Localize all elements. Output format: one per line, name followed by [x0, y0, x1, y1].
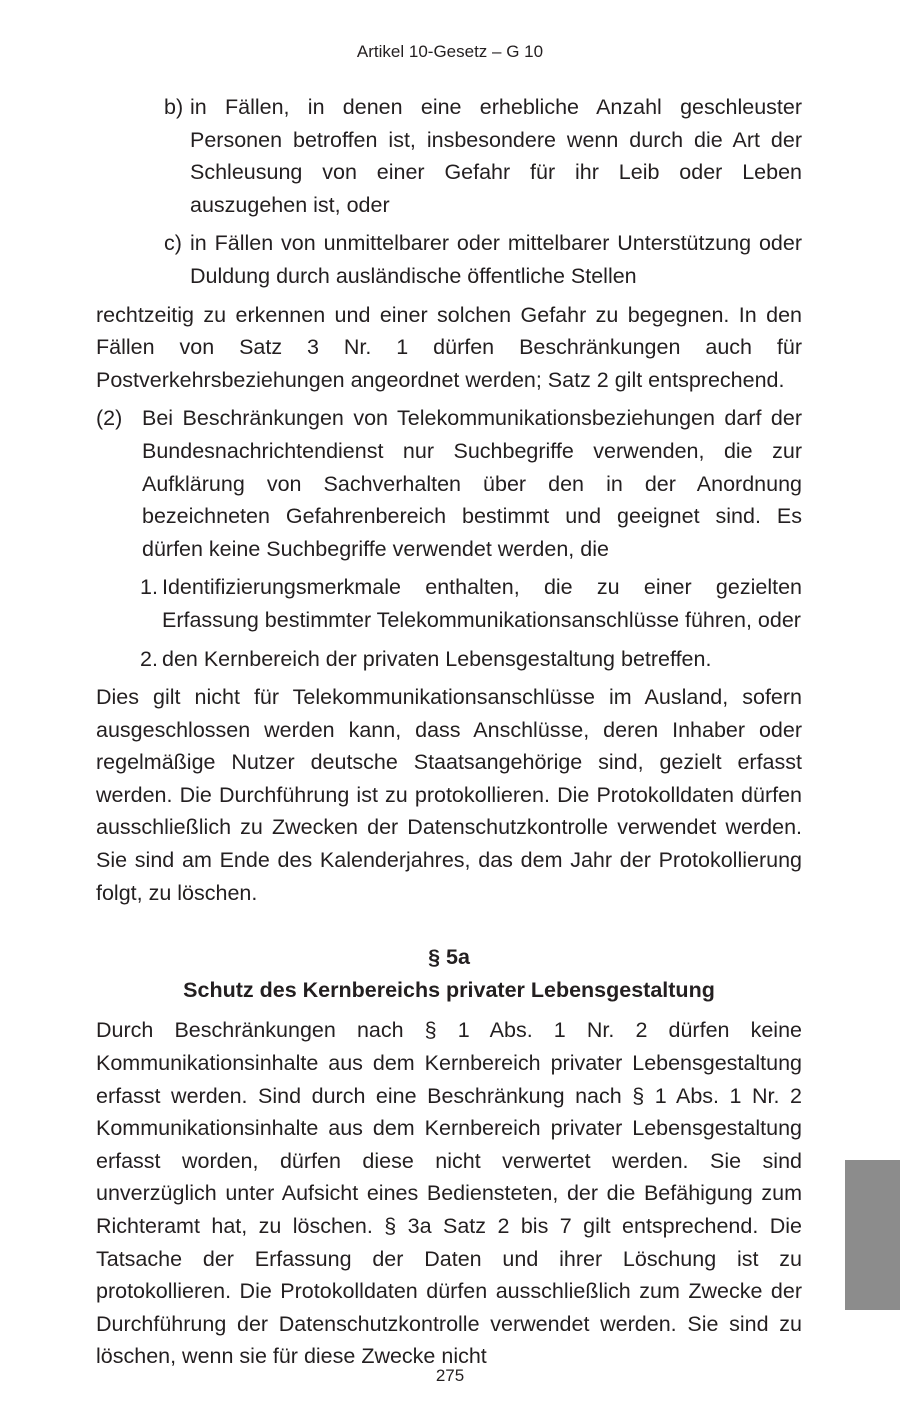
list-label: b) [164, 95, 184, 119]
list-text: in Fällen, in denen eine erhebliche Anzahl geschleuster Personen betroffen ist, insbesondere wenn durch die Art der Schleusung von einer Gefahr für ihr Leib oder Leben auszugehen ist, oder [190, 95, 802, 217]
list-item-1 [96, 571, 802, 636]
paragraph: Dies gilt nicht für Telekommunikationsanschlüsse im Ausland, sofern ausgeschlossen werden kann, dass Anschlüsse, deren Inhaber oder regelmäßige Nutzer deutsche Staatsangehörige sind, gezielt erfasst werden. Die Durchführung ist zu protokollieren. Die Protokolldaten dürfen ausschließlich zu Zwecken der Datenschutzkontrolle verwendet werden. Sie sind am Ende des Kalenderjahres, das dem Jahr der Protokollierung folgt, zu löschen. [96, 685, 802, 905]
list-label: 1. [140, 575, 158, 600]
section-title: Schutz des Kernbereichs privater Lebensgestaltung [183, 977, 715, 1002]
absatz-text: Bei Beschränkungen von Telekommunikationsbeziehungen darf der Bundesnachrichtendienst nur Suchbegriffe verwenden, die zur Aufklärung von Sachverhalten über den in der Anordnung bezeichneten Gefahrenbereich bestimmt und geeignet sind. Es dürfen keine Suchbegriffe verwendet werden, die [142, 406, 802, 561]
list-label: 2. [140, 646, 158, 671]
section-body: Durch Beschränkungen nach § 1 Abs. 1 Nr. 2 dürfen keine Kommunikationsinhalte aus dem Kernbereich privater Lebensgestaltung erfasst werden. Sind durch eine Beschränkung nach § 1 Abs. 1 Nr. 2 Kommunikationsinhalte aus dem Kernbereich privater Lebensgestaltung erfasst worden, dürfen diese nicht verwertet werden. Sie sind unverzüglich unter Aufsicht eines Bediensteten, der die Befähigung zum Richteramt hat, zu löschen. § 3a Satz 2 bis 7 gilt entsprechend. Die Tatsache der Erfassung der Daten und ihrer Löschung ist zu protokollieren. Die Protokolldaten dürfen ausschließlich zum Zwecke der Durchführung der Datenschutzkontrolle verwendet werden. Sie sind zu löschen, wenn sie für diese Zwecke nicht [96, 1018, 802, 1369]
list-item-2 [96, 643, 802, 676]
absatz-2 [96, 402, 802, 565]
list-item-b [96, 91, 802, 221]
list-label: c) [164, 231, 182, 256]
page-number: 275 [435, 1366, 465, 1385]
section-number: § 5a [428, 945, 470, 970]
list-item-c [96, 227, 802, 292]
thumb-index-tab [845, 1160, 900, 1310]
list-text: in Fällen von unmittelbarer oder mittelbarer Unterstützung oder Duldung durch ausländische öffentliche Stellen [190, 231, 802, 288]
absatz-label: (2) [96, 406, 123, 431]
list-text: den Kernbereich der privaten Lebensgestaltung betreffen. [162, 646, 712, 671]
running-header: Artikel 10-Gesetz – G 10 [356, 42, 544, 61]
page-body [96, 91, 802, 1373]
paragraph: rechtzeitig zu erkennen und einer solchen Gefahr zu begegnen. In den Fällen von Satz 3 Nr. 1 dürfen Beschränkungen auch für Postverkehrsbeziehungen angeordnet werden; Satz 2 gilt entsprechend. [96, 302, 802, 392]
list-text: Identifizierungsmerkmale enthalten, die zu einer gezielten Erfassung bestimmter Telekommunikationsanschlüsse führen, oder [162, 575, 802, 632]
